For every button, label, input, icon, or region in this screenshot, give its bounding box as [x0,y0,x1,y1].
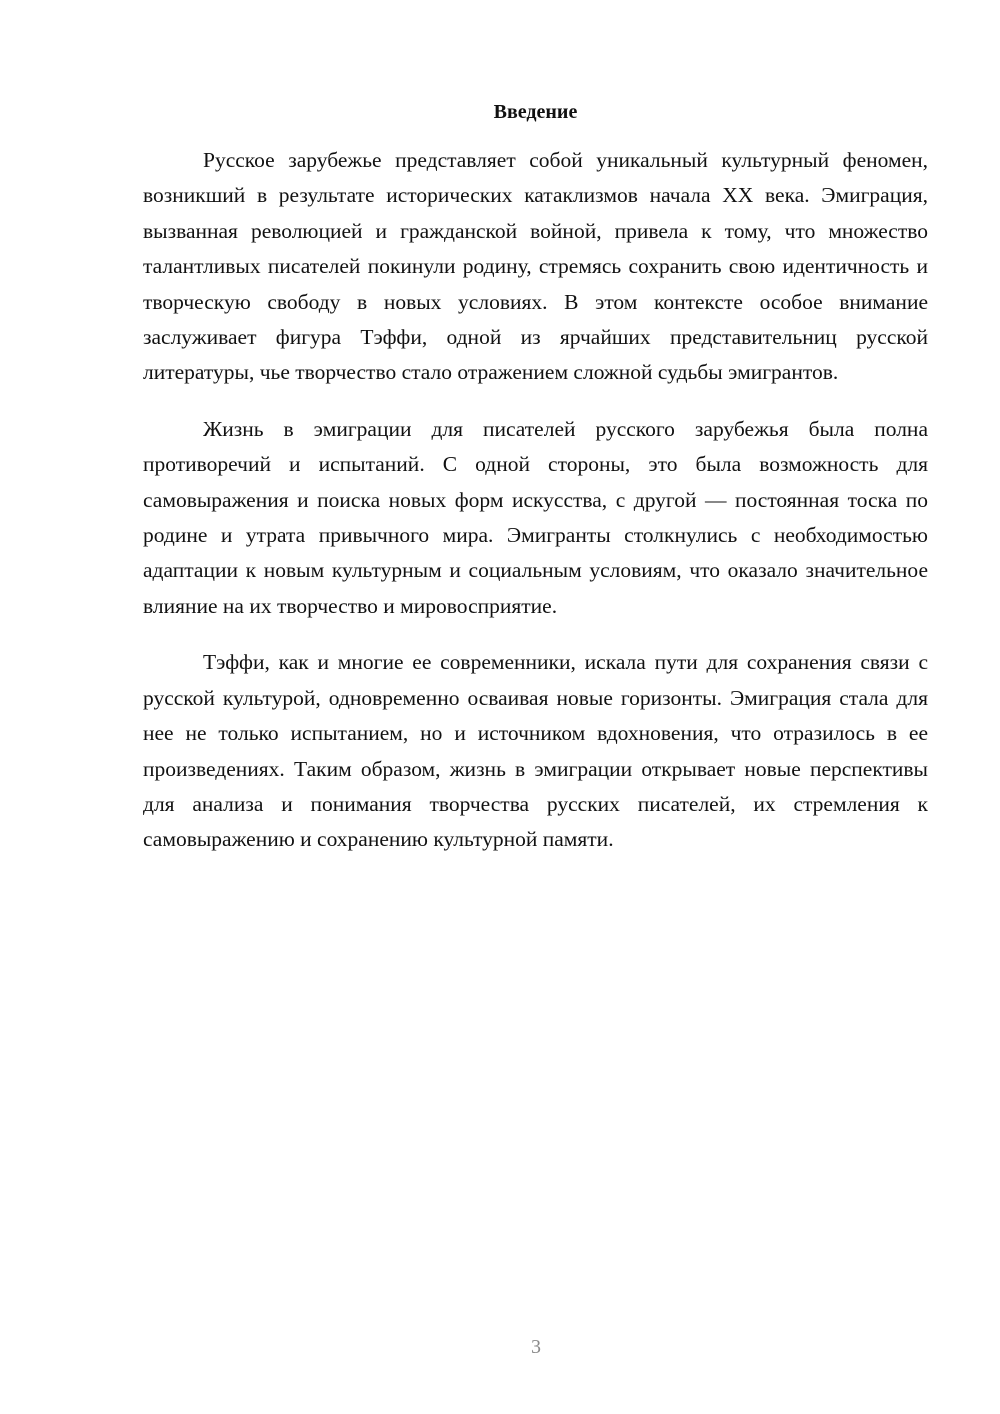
paragraph-2: Жизнь в эмиграции для писателей русского зарубежья была полна противоречий и испытаний. С одной стороны, это была возможность для самовыражения и поиска новых форм искусства, с другой — постоянная тоска по родине и утрата привычного мира. Эмигранты столкнулись с необходимостью адаптации к новым культурным и социальным условиям, что оказало значительное влияние на их творчество и мировосприятие. [143,416,928,618]
paragraph-1: Русское зарубежье представляет собой уникальный культурный феномен, возникший в результате исторических катаклизмов начала XX века. Эмиграция, вызванная революцией и гражданской войной, привела к тому, что множество талантливых писателей покинули родину, стремясь сохранить свою идентичность и творческую свободу в новых условиях. В этом контексте особое внимание заслуживает фигура Тэффи, одной из ярчайших представительниц русской литературы, чье творчество стало отражением сложной судьбы эмигрантов. [143,148,928,385]
paragraph-3: Тэффи, как и многие ее современники, искала пути для сохранения связи с русской культурой, одновременно осваивая новые горизонты. Эмиграция стала для нее не только испытанием, но и источником вдохновения, что отразилось в ее произведениях. Таким образом, жизнь в эмиграции открывает новые перспективы для анализа и понимания творчества русских писателей, их стремления к самовыражению и сохранению культурной памяти. [143,650,928,852]
section-heading: Введение [493,101,578,123]
body-text [143,143,928,879]
page-number: 3 [531,1336,541,1358]
